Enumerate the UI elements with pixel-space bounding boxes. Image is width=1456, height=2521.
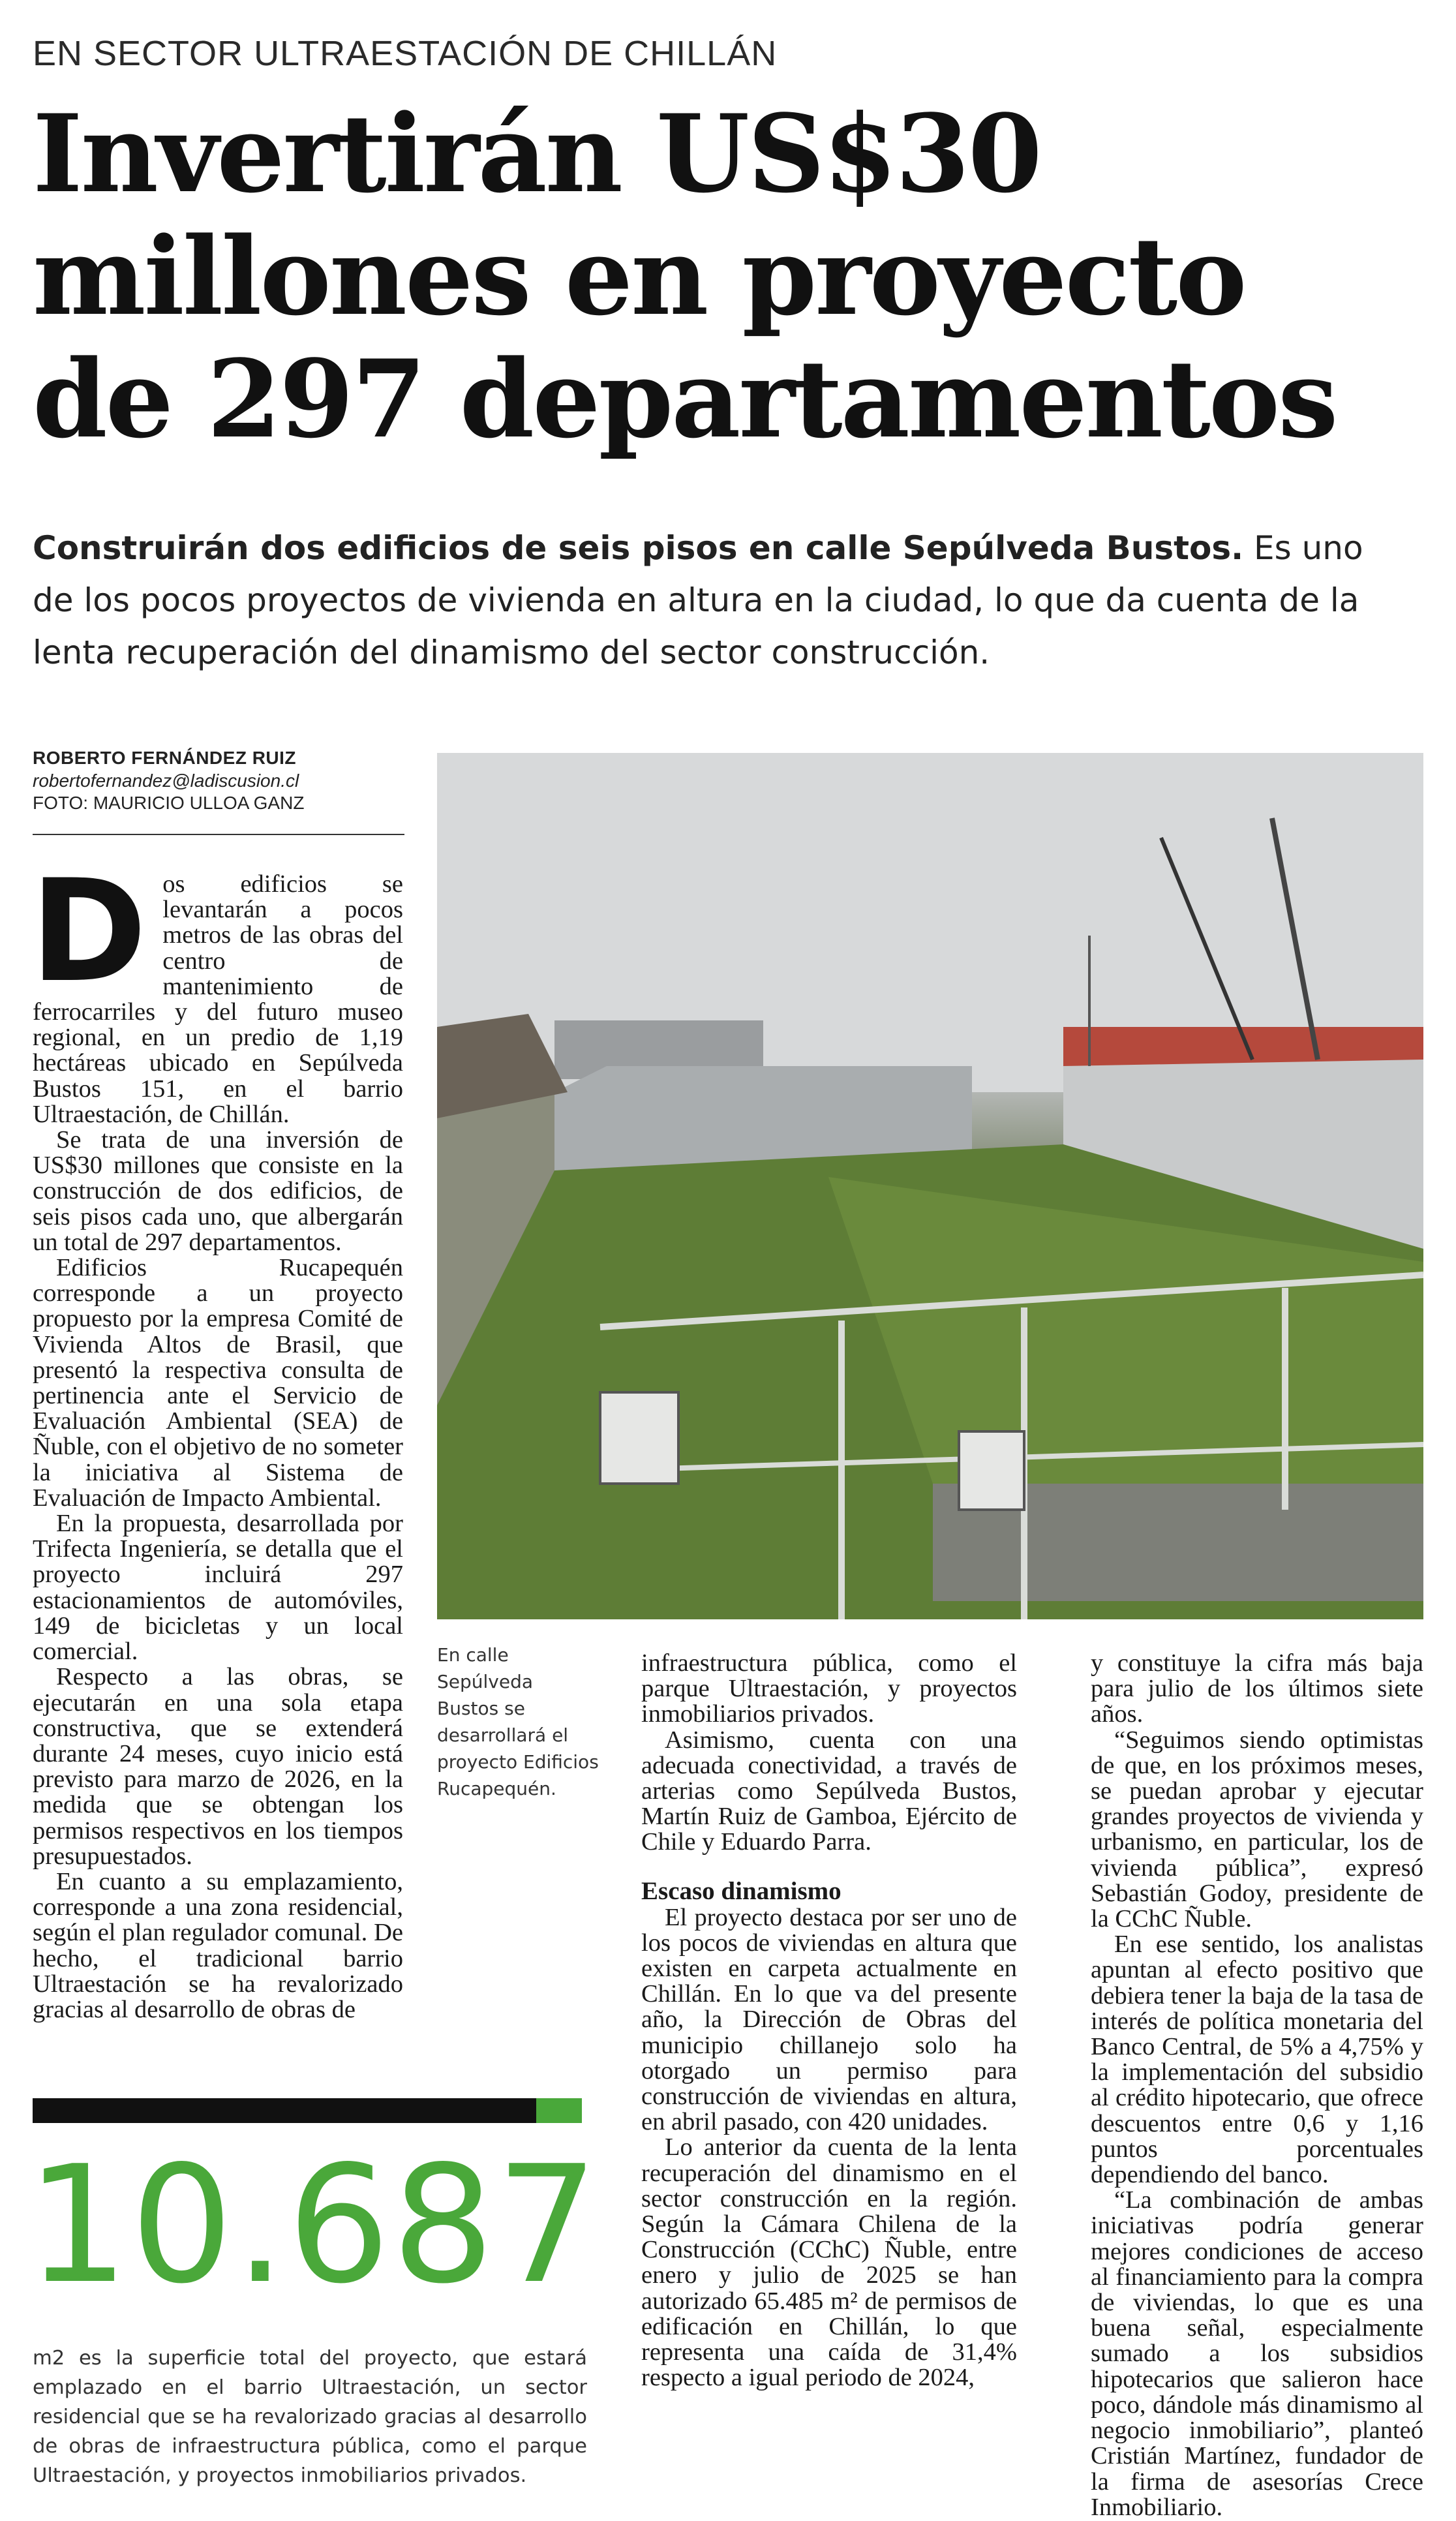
- body-paragraph: [30, 849, 403, 1128]
- body-paragraph: En ese sentido, los analistas apuntan al efecto positivo que debiera tener la baja de la tasa de interés de política monetaria del Banco Central, de 5% a 4,75% y la implementación del subsidio al crédito hipotecario, que ofrece descuentos entre 0,6 y 1,16 puntos porcentuales dependiendo del banco.: [1091, 1931, 1423, 2189]
- body-paragraph: “La combinación de ambas iniciativas podría generar mejores condiciones de acceso al financiamiento para la compra de viviendas, lo que es una buena señal, especialmente sumado a los subsidios hipotecarios que salieron hace poco, dándole más dinamismo al negocio inmobiliario”, planteó Cristián Martínez, fundador de la firma de asesorías Crece Inmobiliario.: [1091, 2186, 1423, 2521]
- paragraph-text: os edificios se levantarán a pocos metros de las obras del centro de mantenimiento de ferrocarriles y del futuro museo regional, en un predio de 1,19 hectáreas ubicado en Sepúlveda Bustos 151, en el barrio Ultraestación, de Chillán.: [33, 870, 403, 1128]
- headline-line: Invertirán US$30: [33, 91, 1040, 217]
- body-paragraph: Respecto a las obras, se ejecutarán en una sola etapa constructiva, que se extenderá durante 24 meses, cuyo inicio está previsto para marzo de 2026, en la medida que se obtengan los permisos respectivos en los tiempos presupuestados.: [33, 1663, 403, 1870]
- author-email: robertofernandez@ladiscusion.cl: [33, 771, 299, 791]
- body-paragraph: Asimismo, cuenta con una adecuada conectividad, a través de arterias como Sepúlveda Bustos, Martín Ruiz de Gamboa, Ejército de Chile y Eduardo Parra.: [641, 1726, 1017, 1856]
- article-column-2: [641, 1651, 1017, 2391]
- byline-divider: [33, 834, 404, 835]
- drop-cap: D: [30, 849, 147, 1013]
- kicker: EN SECTOR ULTRAESTACIÓN DE CHILLÁN: [33, 34, 778, 73]
- article-column-1: [30, 849, 403, 2023]
- body-paragraph: En la propuesta, desarrollada por Trifecta Ingeniería, se detalla que el proyecto incluirá 297 estacionamientos de automóviles, 149 de bicicletas y un local comercial.: [33, 1510, 403, 1666]
- body-paragraph: Lo anterior da cuenta de la lenta recuperación del dinamismo en el sector construcción en la región. Según la Cámara Chilena de la Construcción (CChC) Ñuble, entre enero y julio de 2025 se han autorizado 65.485 m² de permisos de edificación en Chillán, lo que representa una caída de 31,4% respecto a igual periodo de 2024,: [641, 2133, 1017, 2392]
- field-scene-image: [437, 753, 1423, 1619]
- stat-number: 10.687: [26, 2131, 600, 2319]
- author-name: ROBERTO FERNÁNDEZ RUIZ: [33, 748, 297, 768]
- deck: [33, 522, 1409, 679]
- stat-description: m2 es la superficie total del proyecto, que estará emplazado en el barrio Ultraestación, un sector residencial que se ha revalorizado gracias al desarrollo de obras de infraestructura pública, como el parque Ultraestación, y proyectos inmobiliarios privados.: [33, 2347, 587, 2487]
- article-column-3: [1091, 1651, 1423, 2520]
- body-paragraph: “Seguimos siendo optimistas de que, en los próximos meses, se puedan aprobar y ejecutar grandes proyectos de vivienda y urbanismo, en particular, los de vivienda pública”, expresó Sebastián Godoy, presidente de la CChC Ñuble.: [1091, 1726, 1423, 1933]
- byline: [33, 746, 403, 814]
- body-paragraph: En cuanto a su emplazamiento, corresponde a una zona residencial, según el plan regulador comunal. De hecho, el tradicional barrio Ultraestación se ha revalorizado gracias al desarrollo de obras de: [33, 1867, 403, 2023]
- article-photo: [437, 753, 1423, 1619]
- headline: [33, 93, 1435, 461]
- body-paragraph: infraestructura pública, como el parque Ultraestación, y proyectos inmobiliarios privados.: [641, 1649, 1017, 1728]
- stat-bar: [33, 2098, 536, 2123]
- subheading: Escaso dinamismo: [641, 1876, 842, 1905]
- body-paragraph: El proyecto destaca por ser uno de los pocos de viviendas en altura que existen en carpeta actualmente en Chillán. En lo que va del presente año, la Dirección de Obras del municipio chillanejo solo ha otorgado un permiso para construcción de viviendas en altura, en abril pasado, con 420 unidades.: [641, 1903, 1017, 2136]
- headline-line: millones en proyecto: [33, 213, 1245, 339]
- body-paragraph: Se trata de una inversión de US$30 millones que consiste en la construcción de dos edificios, de seis pisos cada uno, que albergarán un total de 297 departamentos.: [33, 1126, 403, 1256]
- headline-line: de 297 departamentos: [33, 336, 1337, 462]
- body-paragraph: y constituye la cifra más baja para julio de los últimos siete años.: [1091, 1649, 1423, 1728]
- body-paragraph: Edificios Rucapequén corresponde a un proyecto propuesto por la empresa Comité de Vivienda Altos de Brasil, que presentó la respectiva consulta de pertinencia ante el Servicio de Evaluación Ambiental (SEA) de Ñuble, con el objetivo de no someter la iniciativa al Sistema de Evaluación de Impacto Ambiental.: [33, 1254, 403, 1512]
- photo-credit: FOTO: MAURICIO ULLOA GANZ: [33, 793, 305, 813]
- photo-caption: En calle Sepúlveda Bustos se desarrollará el proyecto Edificios Rucapequén.: [437, 1644, 599, 1799]
- deck-rest: Es uno de los pocos proyectos de vivienda en altura en la ciudad, lo que da cuenta de la lenta recuperación del dinamismo del sector construcción.: [33, 529, 1363, 671]
- deck-lead: Construirán dos edificios de seis pisos en calle Sepúlveda Bustos.: [33, 529, 1244, 567]
- stat-bar-accent: [536, 2098, 582, 2123]
